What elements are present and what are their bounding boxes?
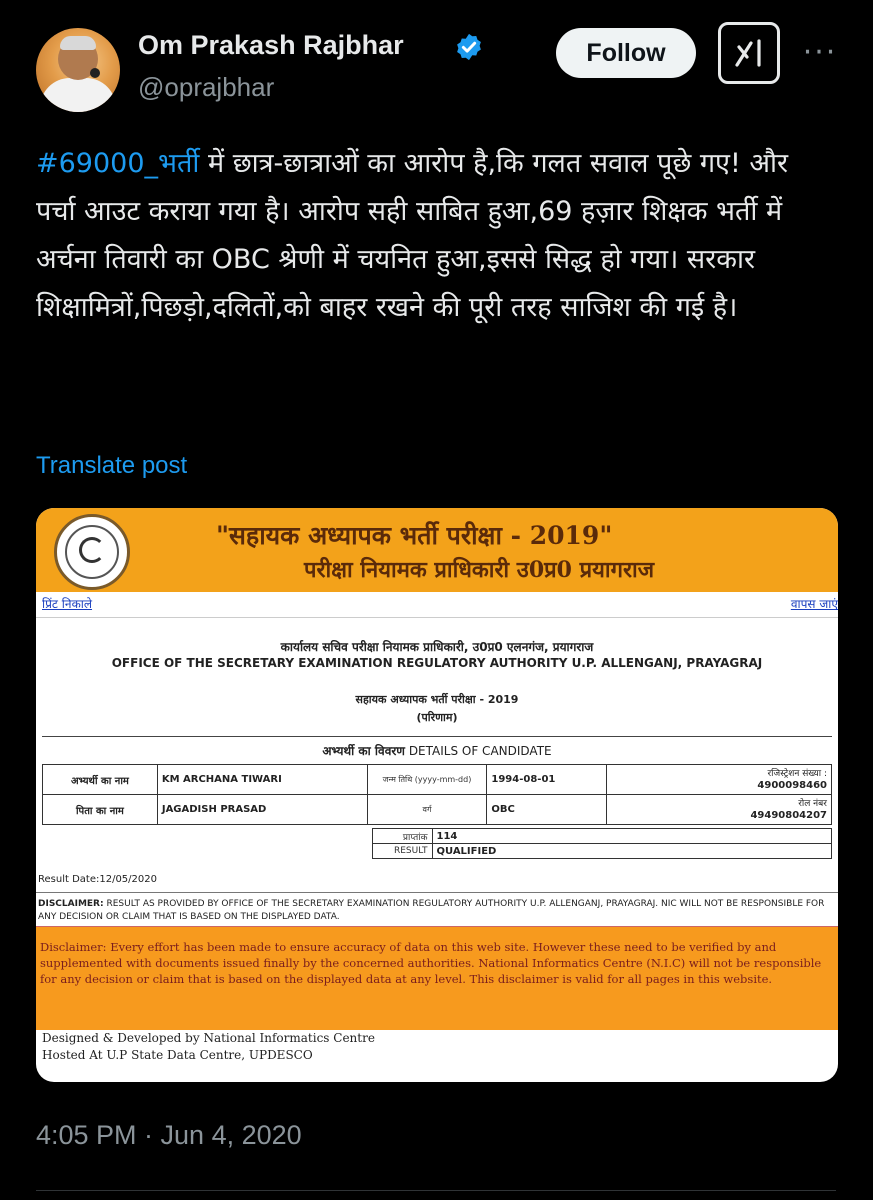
verified-badge-icon bbox=[454, 32, 484, 62]
score-label: प्राप्तांक bbox=[372, 829, 432, 844]
nic-disclaimer-box bbox=[36, 926, 838, 1030]
avatar-hair-shape bbox=[60, 36, 96, 50]
microphone-icon bbox=[90, 68, 100, 78]
name-label: अभ्यर्थी का नाम bbox=[43, 765, 158, 795]
display-name[interactable]: Om Prakash Rajbhar bbox=[138, 30, 404, 60]
office-title-hindi: कार्यालय सचिव परीक्षा नियामक प्राधिकारी, उ0प्र0 एलनगंज, प्रयागराज bbox=[280, 640, 594, 654]
tweet-header bbox=[36, 28, 846, 112]
banner-title: "सहायक अध्यापक भर्ती परीक्षा - 2019" bbox=[216, 521, 613, 550]
details-heading bbox=[42, 742, 832, 759]
candidate-score: 114 bbox=[432, 829, 832, 844]
father-label: पिता का नाम bbox=[43, 795, 158, 825]
tweet-body: में छात्र-छात्राओं का आरोप है,कि गलत सवाल पूछे गए! और पर्चा आउट कराया गया है। आरोप सही साबित हुआ,69 हज़ार शिक्षक भर्ती में अर्चना तिवारी का OBC श्रेणी में चयनित हुआ,इससे सिद्ध हो गया। सरकार शिक्षामित्रों,पिछड़ो,दलितों,को बाहर रखने की पूरी तरह साजिश की गई है। bbox=[36, 148, 789, 323]
tweet-text bbox=[36, 140, 836, 332]
roll-cell bbox=[607, 795, 832, 825]
exam-name: सहायक अध्यापक भर्ती परीक्षा - 2019 bbox=[355, 693, 519, 706]
media-footer bbox=[42, 1030, 832, 1064]
candidate-name: KM ARCHANA TIWARI bbox=[157, 765, 367, 795]
candidate-result: QUALIFIED bbox=[432, 844, 832, 859]
tweet-timestamp[interactable]: 4:05 PM · Jun 4, 2020 bbox=[36, 1120, 302, 1150]
table-row bbox=[43, 765, 832, 795]
blank-cell bbox=[42, 829, 372, 844]
registration-cell bbox=[607, 765, 832, 795]
nic-disclaimer: Disclaimer: Every effort has been made to ensure accuracy of data on this web site. However these need to be verified by and supplemented with documents issued finally by the concerned authorities. National Informatics Centre (N.I.C) will not be responsible for any decision or claim that is based on the displayed data at any level. This disclaimer is valid for all pages in this website. bbox=[40, 940, 822, 986]
more-icon[interactable]: ··· bbox=[802, 34, 838, 70]
details-heading-hindi: अभ्यर्थी का विवरण bbox=[322, 744, 405, 758]
avatar[interactable] bbox=[36, 28, 120, 112]
table-row bbox=[42, 844, 832, 859]
table-row bbox=[42, 829, 832, 844]
table-row bbox=[43, 795, 832, 825]
tweet-media-image[interactable] bbox=[36, 508, 838, 1082]
category-label: वर्ग bbox=[367, 795, 487, 825]
disclaimer-label: DISCLAIMER: bbox=[38, 899, 104, 909]
disclaimer-body: RESULT AS PROVIDED BY OFFICE OF THE SECRETARY EXAMINATION REGULATORY AUTHORITY U.P. ALLENGANJ, PRAYAGRAJ. NIC WILL NOT BE RESPONSIBLE FOR ANY DECISION OR CLAIM THAT IS BASED ON THE DISPLAYED DATA. bbox=[38, 899, 825, 922]
registration-number: 4900098460 bbox=[757, 779, 827, 791]
divider bbox=[36, 892, 838, 893]
score-table bbox=[42, 828, 832, 859]
banner-subtitle: परीक्षा नियामक प्राधिकारी उ0प्र0 प्रयागराज bbox=[304, 557, 655, 583]
result-label: RESULT bbox=[372, 844, 432, 859]
details-heading-english: DETAILS OF CANDIDATE bbox=[408, 744, 552, 758]
disclaimer-text bbox=[38, 898, 828, 924]
office-title-english: OFFICE OF THE SECRETARY EXAMINATION REGULATORY AUTHORITY U.P. ALLENGANJ, PRAYAGRAJ bbox=[111, 656, 763, 670]
result-banner bbox=[36, 508, 838, 592]
user-handle[interactable]: @oprajbhar bbox=[138, 72, 275, 102]
roll-label: रोल नंबर bbox=[798, 798, 827, 809]
candidate-table bbox=[42, 764, 832, 825]
avatar-body-shape bbox=[40, 78, 116, 112]
up-emblem-icon bbox=[54, 514, 130, 590]
candidate-dob: 1994-08-01 bbox=[487, 765, 607, 795]
follow-button[interactable]: Follow bbox=[556, 28, 696, 78]
dob-label: जन्म तिथि (yyyy-mm-dd) bbox=[367, 765, 487, 795]
candidate-category: OBC bbox=[487, 795, 607, 825]
roll-number: 49490804207 bbox=[750, 809, 827, 821]
translate-post-link[interactable]: Translate post bbox=[36, 452, 188, 479]
footer-hosted-at: Hosted At U.P State Data Centre, UPDESCO bbox=[42, 1048, 313, 1062]
exam-subtitle: (परिणाम) bbox=[416, 711, 458, 724]
grok-icon[interactable] bbox=[718, 22, 780, 84]
grok-glyph-icon bbox=[731, 35, 767, 71]
blank-cell bbox=[42, 844, 372, 859]
registration-label: रजिस्ट्रेशन संख्या : bbox=[767, 768, 827, 779]
print-link: प्रिंट निकाले bbox=[42, 597, 93, 611]
divider bbox=[36, 1190, 836, 1191]
result-date: Result Date:12/05/2020 bbox=[38, 874, 157, 885]
link-bar bbox=[36, 592, 838, 618]
back-link: वापस जाएं bbox=[790, 597, 838, 611]
divider bbox=[42, 736, 832, 737]
emblem-bow bbox=[79, 537, 105, 563]
footer-designed-by: Designed & Developed by National Informatics Centre bbox=[42, 1031, 375, 1045]
hashtag-link[interactable]: #69000_भर्ती bbox=[36, 148, 200, 179]
father-name: JAGADISH PRASAD bbox=[157, 795, 367, 825]
